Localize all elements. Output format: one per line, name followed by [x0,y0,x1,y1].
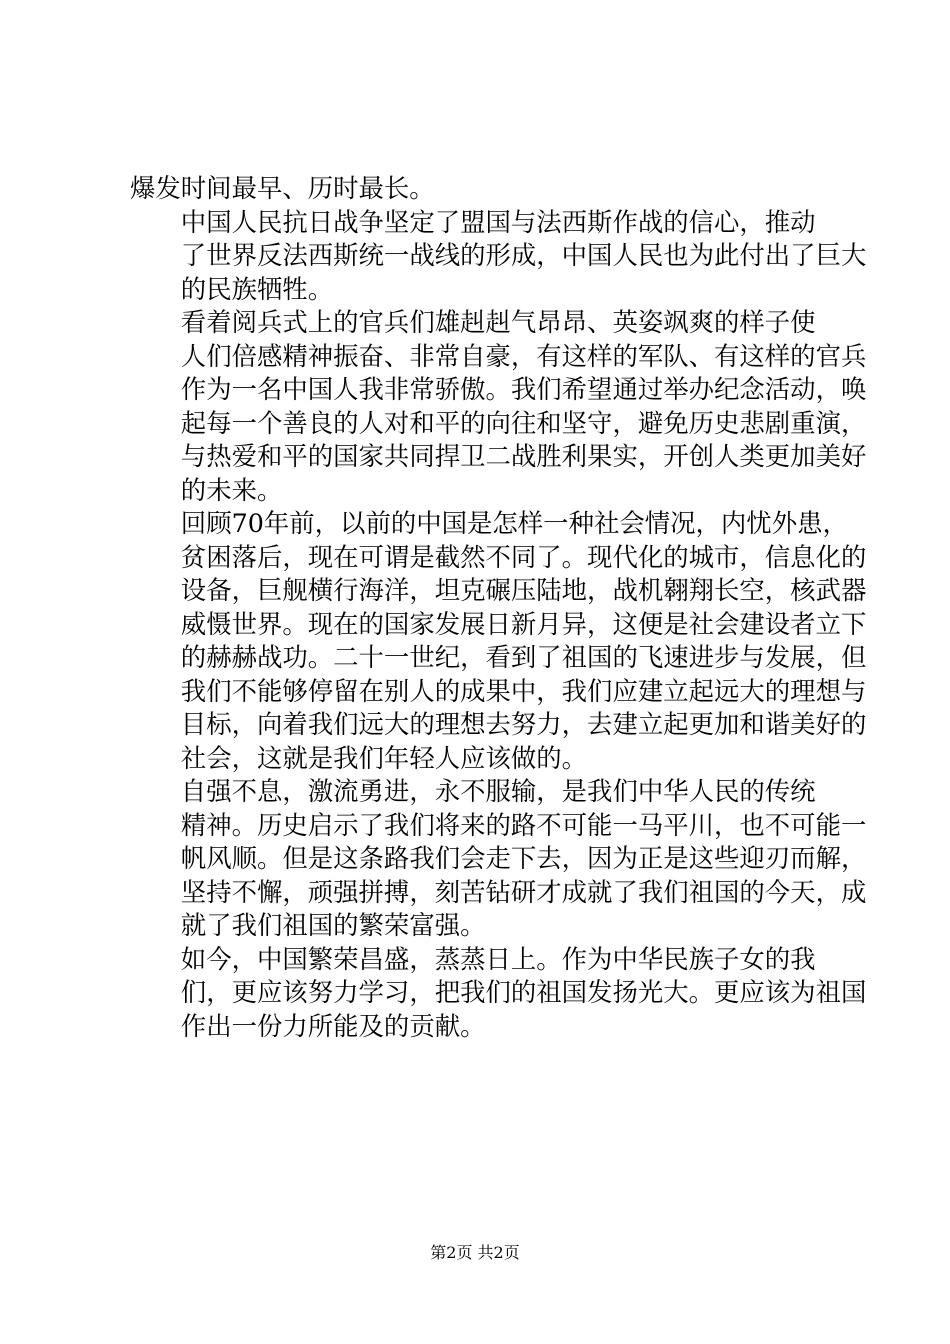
text-line: 自强不息，激流勇进，永不服输，是我们中华人民的传统 [180,776,816,806]
text-line: 坚持不懈，顽强拼搏，刻苦钻研才成就了我们祖国的今天，成 [180,876,867,907]
text-line: 威慑世界。现在的国家发展日新月异，这便是社会建设者立下 [180,608,867,639]
text-line: 社会，这就是我们年轻人应该做的。 [180,742,588,773]
text-line: 作为一名中国人我非常骄傲。我们希望通过举办纪念活动，唤 [180,374,867,404]
paragraph [130,507,867,775]
text-line: 与热爱和平的国家共同捍卫二战胜利果实，开创人类更加美好 [180,441,867,471]
text-line: 回顾70年前，以前的中国是怎样一种社会情况，内忧外患， [180,508,848,538]
text-line: 的民族牺牲。 [180,273,334,304]
page-number-label: 第2页 共2页 [430,1243,520,1262]
text-line: 人们倍感精神振奋、非常自豪，有这样的军队、有这样的官兵 [180,340,867,371]
text-line: 帆风顺。但是这条路我们会走下去，因为正是这些迎刃而解， [180,843,867,873]
text-line: 了世界反法西斯统一战线的形成，中国人民也为此付出了巨大 [180,240,867,270]
text-line: 设备，巨舰横行海洋，坦克碾压陆地，战机翱翔长空，核武器 [180,575,867,605]
text-line: 的未来。 [180,474,283,505]
paragraph [130,775,867,943]
text-line: 就了我们祖国的繁荣富强。 [180,910,486,940]
text-line: 的赫赫战功。二十一世纪，看到了祖国的飞速进步与发展，但 [180,642,867,672]
paragraph [130,306,867,507]
text-line: 起每一个善良的人对和平的向往和坚守，避免历史悲剧重演， [180,407,867,438]
document-body [130,172,867,1043]
text-line: 贫困落后，现在可谓是截然不同了。现代化的城市，信息化的 [180,541,867,572]
text-line: 中国人民抗日战争坚定了盟国与法西斯作战的信心，推动 [180,206,816,237]
text-line: 爆发时间最早、历时最长。 [130,173,435,203]
paragraph [130,206,867,307]
text-line: 看着阅兵式上的官兵们雄赳赳气昂昂、英姿飒爽的样子使 [180,307,816,337]
page-footer [0,1243,950,1263]
text-line: 作出一份力所能及的贡献。 [180,1010,486,1041]
paragraph [130,172,830,206]
paragraph [130,943,867,1044]
text-line: 如今，中国繁荣昌盛，蒸蒸日上。作为中华民族子女的我 [180,943,816,974]
text-line: 们，更应该努力学习，把我们的祖国发扬光大。更应该为祖国 [180,977,867,1007]
text-line: 我们不能够停留在别人的成果中，我们应建立起远大的理想与 [180,675,867,706]
text-line: 目标，向着我们远大的理想去努力，去建立起更加和谐美好的 [180,709,867,739]
text-line: 精神。历史启示了我们将来的路不可能一马平川，也不可能一 [180,809,867,840]
